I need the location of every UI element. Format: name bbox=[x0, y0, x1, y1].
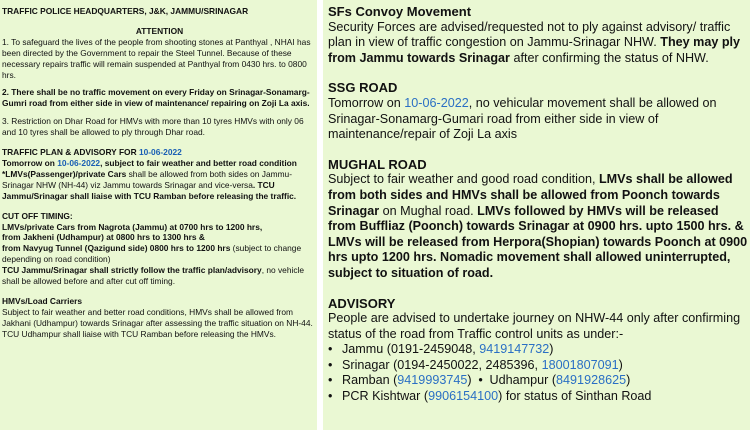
notice-point-3: 3. Restriction on Dhar Road for HMVs with more than 10 tyres HMVs with only 06 and 10 tyres shall be allowed to ply through Dhar road. bbox=[2, 116, 304, 138]
contact-pcr-kishtwar: • PCR Kishtwar (9906154100) for status of Sinthan Road bbox=[328, 389, 652, 404]
contact-srinagar: • Srinagar (0194-2450022, 2485396, 18001807091) bbox=[328, 357, 623, 372]
mughal-text: Subject to fair weather and good road condition, LMVs shall be allowed from both sides and HMVs shall be allowed from Poonch towards Srinagar on Mughal road. LMVs followed by HMVs will be released from Buffliaz (Poonch) towards Srinagar at 0900 hrs. upto 1500 hrs. & LMVs will be released from Herpora(Shopian) towards Poonch at 0900 hrs upto 1200 hrs. Nomadic movement shall allowed uninterrupted, subject to situation of road. bbox=[328, 172, 748, 280]
contact-list bbox=[328, 342, 750, 404]
sfs-heading: SFs Convoy Movement bbox=[328, 4, 472, 19]
cut-off-heading: CUT OFF TIMING: bbox=[2, 210, 73, 221]
cut-off-line-4: TCU Jammu/Srinagar shall strictly follow the traffic plan/advisory, no vehicle shall be allowed before and after cut off timing. bbox=[2, 265, 305, 287]
traffic-plan-text: Tomorrow on 10-06-2022, subject to fair weather and better road condition *LMVs(Passenger)/private Cars shall be allowed from both sides on Jammu-Srinagar NHW (NH-44) viz Jammu towards Srinagar and vice-versa. TCU Jammu/Srinagar shall liaise with TCU Ramban before releasing the traffic. bbox=[2, 157, 297, 201]
ssg-text: Tomorrow on 10-06-2022, no vehicular movement shall be allowed on Srinagar-Sonamarg-Gumari road from either side in view of maintenance/repair of Zoji La axis bbox=[328, 95, 717, 142]
cut-off-line-2: from Jakheni (Udhampur) at 0800 hrs to 1300 hrs & bbox=[2, 232, 205, 243]
attention-heading: ATTENTION bbox=[135, 25, 184, 36]
hmv-heading: HMVs/Load Carriers bbox=[2, 295, 83, 306]
ramban-mobile-link[interactable]: 9419993745 bbox=[397, 373, 468, 388]
jammu-mobile-link[interactable]: 9419147732 bbox=[479, 342, 550, 357]
ssg-heading: SSG ROAD bbox=[328, 80, 398, 96]
cut-off-line-3: from Navyug Tunnel (Qazigund side) 0800 hrs to 1200 hrs (subject to change depending on road condition) bbox=[2, 243, 302, 265]
right-notice-panel bbox=[323, 0, 750, 430]
hq-header: TRAFFIC POLICE HEADQUARTERS, J&K, JAMMU/SRINAGAR bbox=[2, 6, 249, 16]
udhampur-mobile-link[interactable]: 8491928625 bbox=[556, 373, 627, 388]
notice-point-1: 1. To safeguard the lives of the people from shooting stones at Panthyal , NHAI has been directed by the Government to repair the Steel Tunnel. Because of these necessary repairs traffic will remain suspended at Panthyal from 0430 hrs. to 0800 hrs. bbox=[2, 36, 311, 80]
notice-point-2: 2. There shall be no traffic movement on every Friday on Srinagar-Sonamarg-Gumri road from either side in view of maintenance/ repairing on Zoji La axis. bbox=[2, 87, 310, 109]
hmv-text: Subject to fair weather and better road conditions, HMVs shall be allowed from Jakhani (Udhampur) towards Srinagar after assessing the traffic situation on NH-44. TCU Udhampur shall liaise with TCU Ramban before releasing the HMVs. bbox=[2, 306, 313, 339]
advisory-heading: ADVISORY bbox=[328, 295, 396, 311]
traffic-plan-heading: TRAFFIC PLAN & ADVISORY FOR 10-06-2022 bbox=[2, 147, 182, 158]
sfs-text: Security Forces are advised/requested not to ply against advisory/ traffic plan in view of traffic congestion on Jammu-Srinagar NHW. They may ply from Jammu towards Srinagar after confirming the status of NHW. bbox=[328, 19, 741, 65]
advisory-text: People are advised to undertake journey on NHW-44 only after confirming status of the road from Traffic control units as under:- bbox=[328, 311, 741, 341]
contact-jammu: • Jammu (0191-2459048, 9419147732) bbox=[328, 342, 554, 357]
mughal-heading: MUGHAL ROAD bbox=[328, 156, 427, 172]
pcr-kishtwar-mobile-link[interactable]: 9906154100 bbox=[428, 389, 499, 404]
left-notice-panel bbox=[0, 0, 317, 430]
cut-off-line-1: LMVs/private Cars from Nagrota (Jammu) at 0700 hrs to 1200 hrs, bbox=[2, 221, 263, 232]
contact-ramban-udhampur: • Ramban (9419993745) • Udhampur (8491928625) bbox=[328, 373, 631, 388]
srinagar-tollfree-link[interactable]: 18001807091 bbox=[541, 357, 619, 372]
